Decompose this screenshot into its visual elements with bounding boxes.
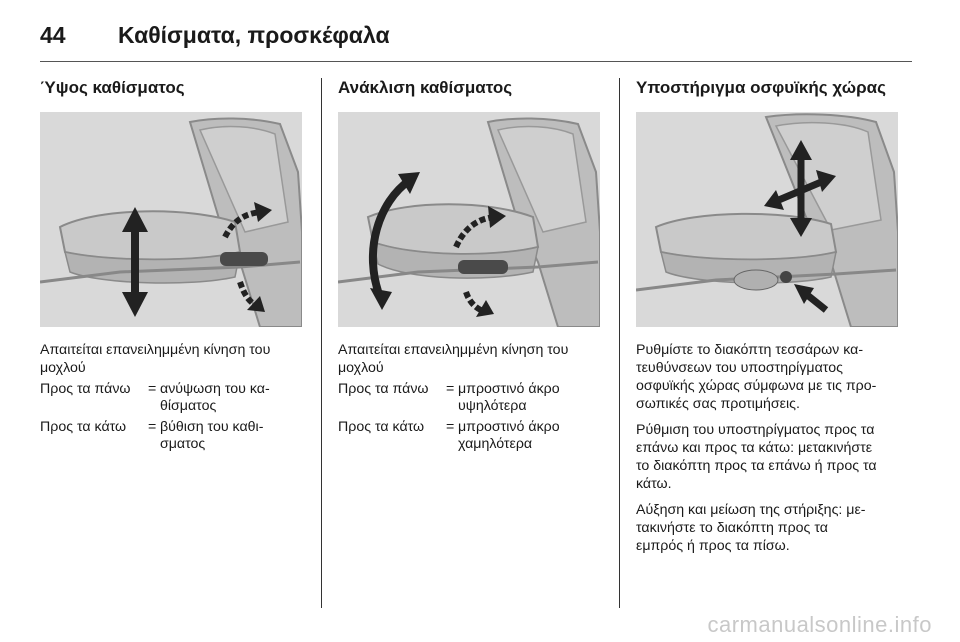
column-divider: [321, 78, 322, 608]
lumbar-support-illustration-icon: [636, 112, 898, 327]
instruction-paragraph: Ρύθμιση του υποστηρίγματος προς τα επάνω και προς τα κάτω: μετακινήστε το διακόπτη προς τα επάνω ή προς τα κάτω.: [636, 422, 877, 492]
definition-row: [40, 419, 310, 453]
section-lumbar-support: [636, 78, 906, 563]
watermark: carmanualsonline.info: [707, 612, 932, 637]
column-divider: [619, 78, 620, 608]
direction-result: μπροστινό άκρο υψηλότερα: [458, 381, 560, 414]
instruction-paragraph: Ρυθμίστε το διακόπτη τεσσάρων κα- τευθύνσεων του υποστηρίγματος οσφυϊκής χώρας σύμφωνα με τις προ- σωπικές σας προτιμήσεις.: [636, 342, 877, 412]
direction-result: μπροστινό άκρο χαμηλότερα: [458, 419, 560, 452]
equals-sign: =: [446, 381, 455, 397]
section-title: Ύψος καθίσματος: [40, 78, 185, 97]
instruction-text: Απαιτείται επανειλημμένη κίνηση του μοχλού: [40, 342, 271, 376]
direction-label: Προς τα κάτω: [338, 419, 425, 435]
direction-label: Προς τα πάνω: [40, 381, 131, 397]
seat-tilt-illustration-icon: [338, 112, 600, 327]
instruction-text: Απαιτείται επανειλημμένη κίνηση του μοχλού: [338, 342, 569, 376]
equals-sign: =: [148, 419, 157, 435]
header-divider: [40, 61, 912, 62]
page-header: [0, 0, 960, 62]
section-title: Υποστήριγμα οσφυϊκής χώρας: [636, 78, 886, 97]
direction-label: Προς τα κάτω: [40, 419, 127, 435]
section-seat-height: [40, 78, 310, 453]
instruction-paragraph: Αύξηση και μείωση της στήριξης: με- τακινήστε το διακόπτη προς τα εμπρός ή προς τα πίσω.: [636, 502, 866, 554]
definition-row: [40, 381, 310, 415]
section-title: Ανάκλιση καθίσματος: [338, 78, 513, 97]
direction-result: ανύψωση του κα- θίσματος: [160, 381, 270, 414]
equals-sign: =: [148, 381, 157, 397]
definition-row: [338, 381, 608, 415]
definition-row: [338, 419, 608, 453]
direction-label: Προς τα πάνω: [338, 381, 429, 397]
equals-sign: =: [446, 419, 455, 435]
chapter-title: Καθίσματα, προσκέφαλα: [118, 22, 390, 48]
seat-height-illustration-icon: [40, 112, 302, 327]
page-number: 44: [40, 22, 66, 48]
section-seat-tilt: [338, 78, 608, 453]
direction-result: βύθιση του καθι- σματος: [160, 419, 264, 452]
